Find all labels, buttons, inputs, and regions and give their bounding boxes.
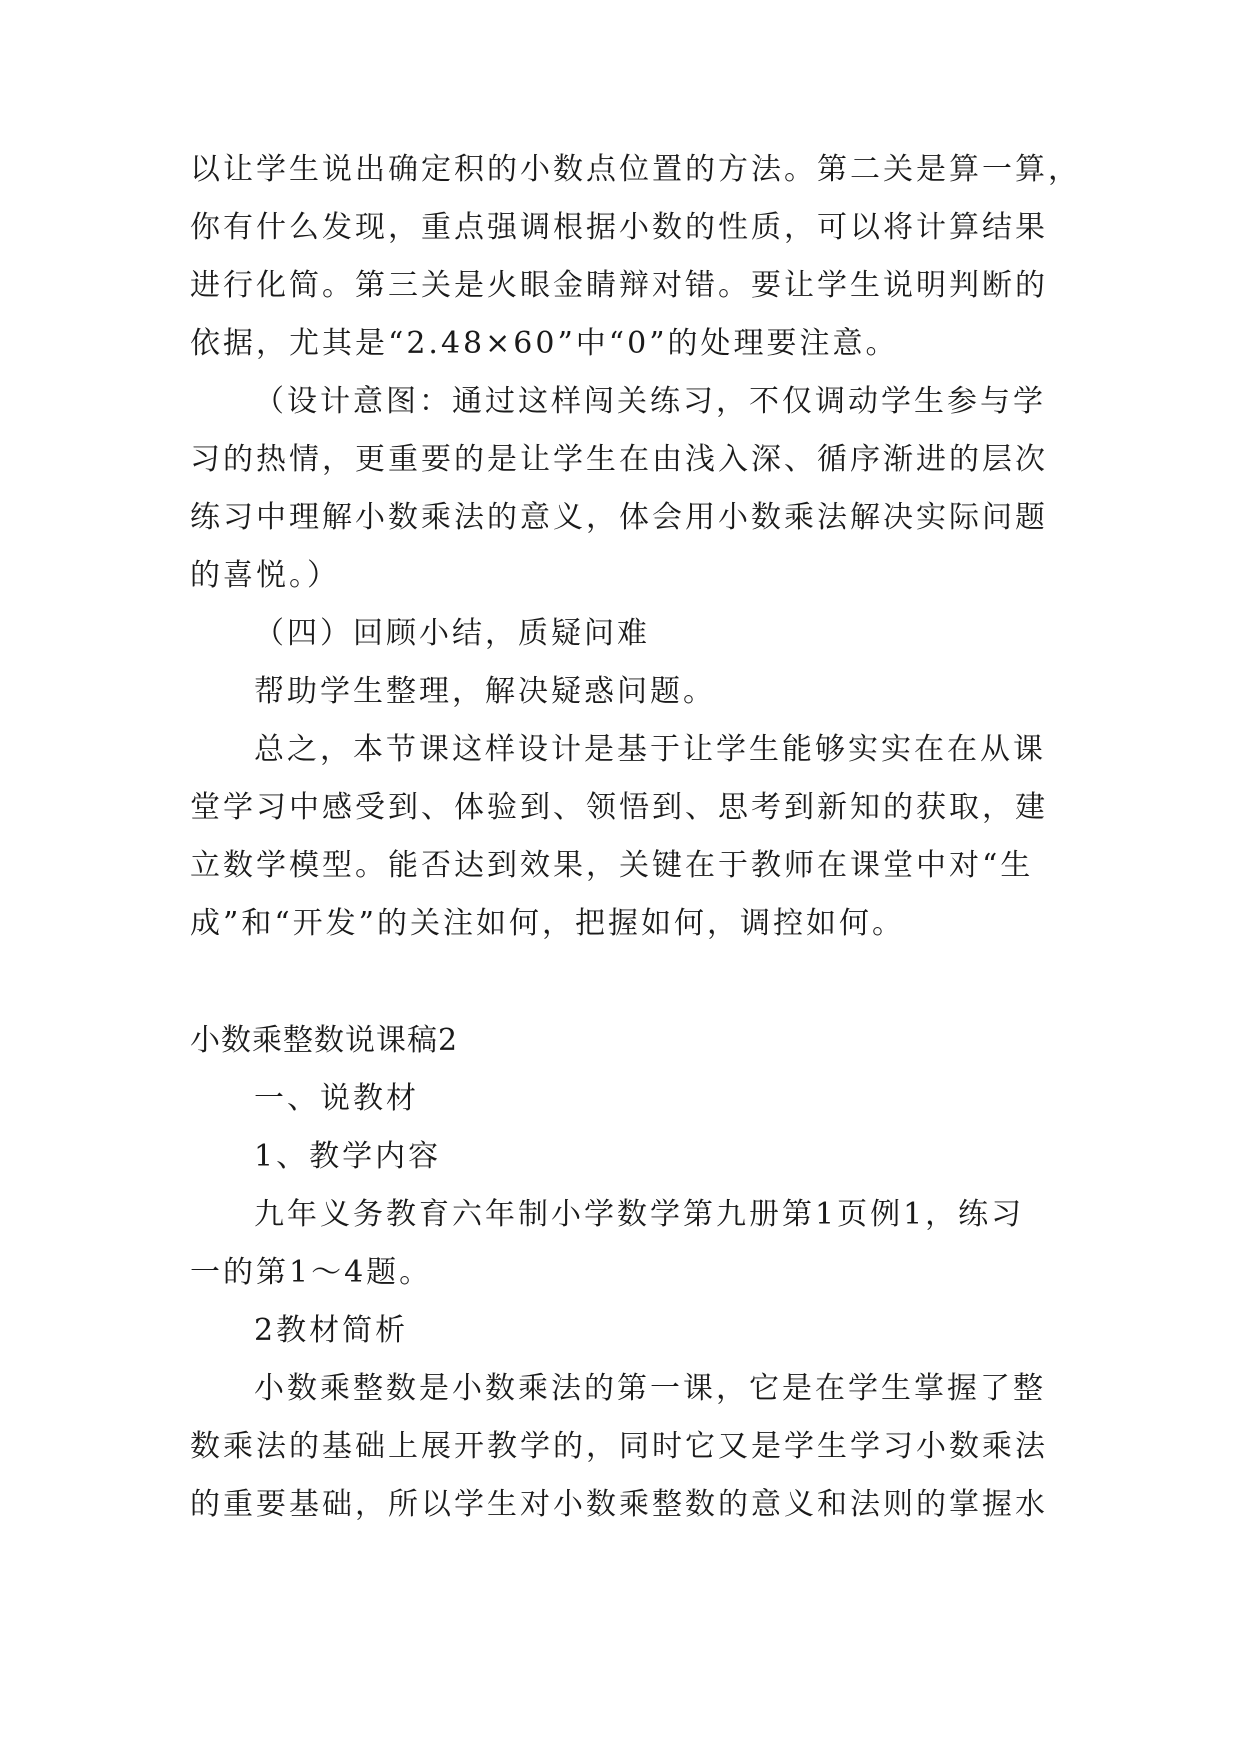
paragraph-line: 的重要基础，所以学生对小数乘整数的意义和法则的掌握水 [190,1487,1048,1522]
section-heading: 一、说教材 [254,1081,419,1116]
paragraph-line: 九年义务教育六年制小学数学第九册第1页例1，练习 [254,1197,1025,1232]
paragraph-line: 成”和“开发”的关注如何，把握如何，调控如何。 [190,906,906,941]
paragraph-line: 小数乘整数是小数乘法的第一课，它是在学生掌握了整 [254,1371,1046,1406]
paragraph-line: 总之，本节课这样设计是基于让学生能够实实在在从课 [254,732,1046,767]
paragraph-line: 立数学模型。能否达到效果，关键在于教师在课堂中对“生 [190,848,1034,883]
paragraph-line: 数乘法的基础上展开教学的，同时它又是学生学习小数乘法 [190,1429,1048,1464]
section-heading: （四）回顾小结，质疑问难 [254,616,650,651]
paragraph-line: （设计意图：通过这样闯关练习，不仅调动学生参与学 [254,384,1046,419]
paragraph-line: 的喜悦。） [190,558,340,593]
document-title: 小数乘整数说课稿2 [190,1023,459,1058]
paragraph-line: 以让学生说出确定积的小数点位置的方法。第二关是算一算， [190,152,1081,187]
paragraph-line: 你有什么发现，重点强调根据小数的性质，可以将计算结果 [190,210,1048,245]
paragraph-line: 堂学习中感受到、体验到、领悟到、思考到新知的获取，建 [190,790,1048,825]
paragraph-line: 进行化简。第三关是火眼金睛辩对错。要让学生说明判断的 [190,268,1048,303]
section-heading: 2教材简析 [254,1313,409,1348]
paragraph-line: 一的第1～4题。 [190,1255,433,1290]
paragraph-line: 帮助学生整理，解决疑惑问题。 [254,674,716,709]
paragraph-line: 习的热情，更重要的是让学生在由浅入深、循序渐进的层次 [190,442,1048,477]
paragraph-line: 依据，尤其是“2.48×60”中“0”的处理要注意。 [190,326,899,361]
section-heading: 1、教学内容 [254,1139,442,1174]
paragraph-line: 练习中理解小数乘法的意义，体会用小数乘法解决实际问题 [190,500,1048,535]
